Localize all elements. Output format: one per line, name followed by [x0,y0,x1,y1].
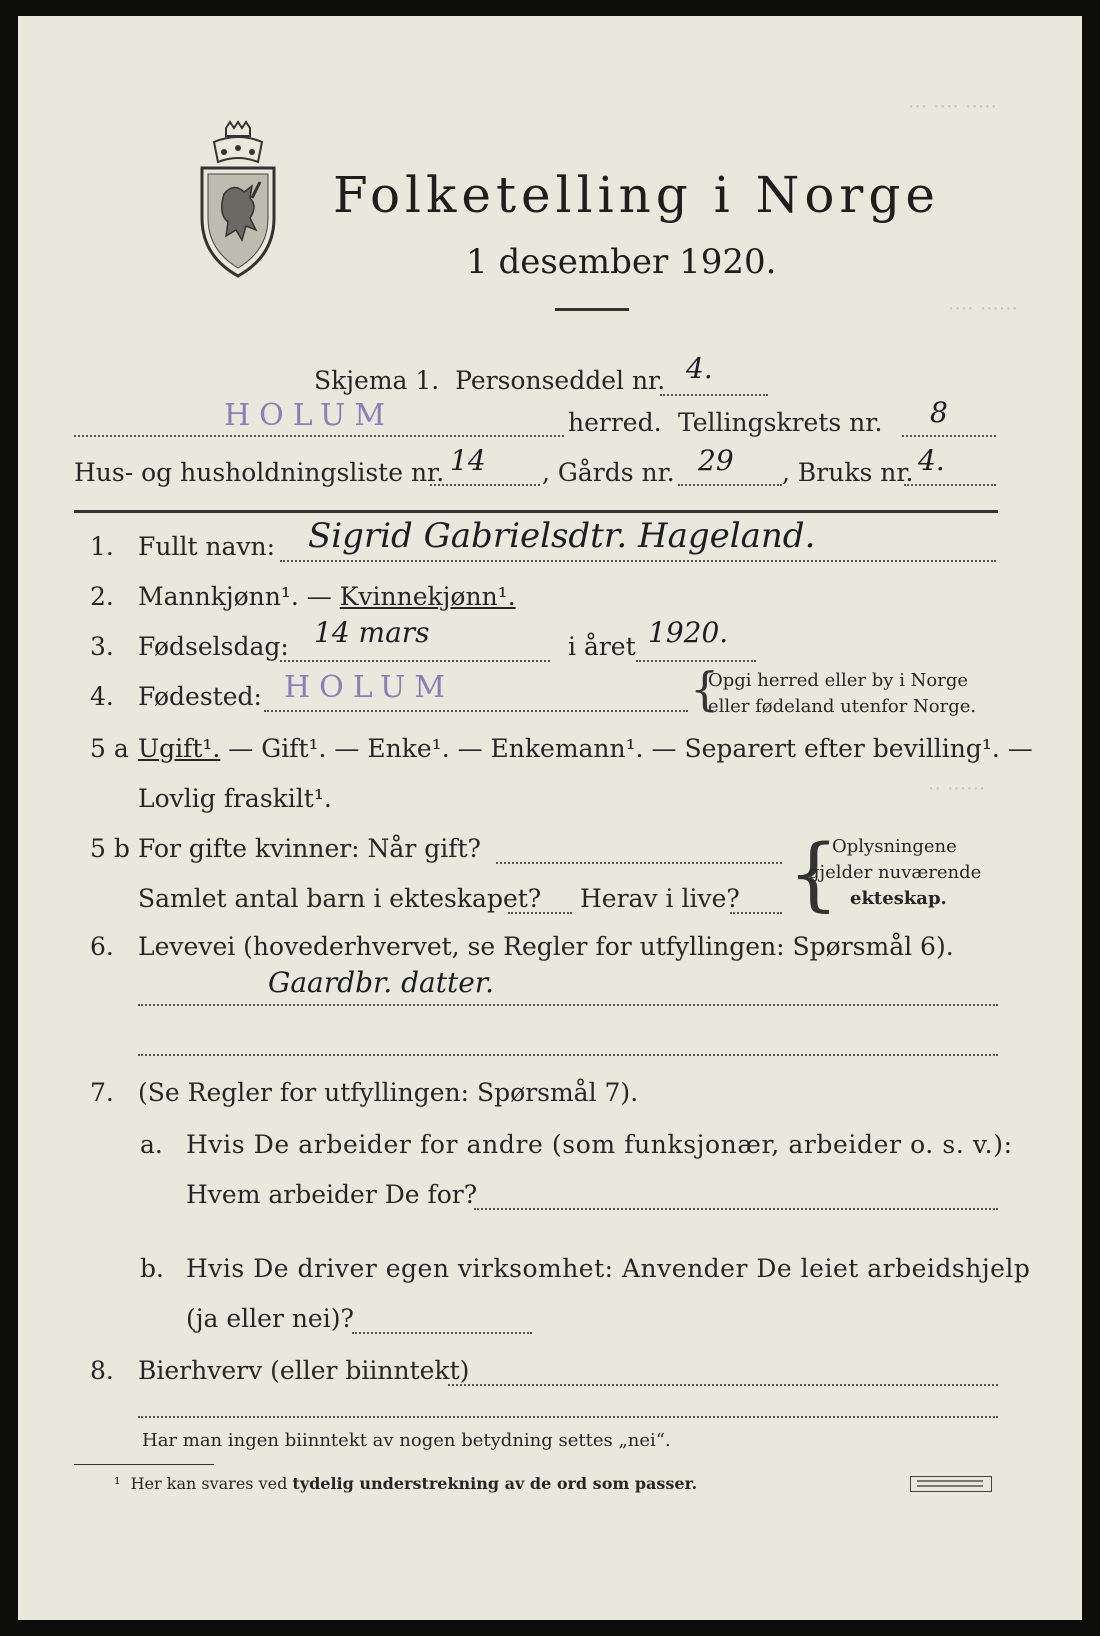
occupation-value[interactable]: Gaardbr. datter. [268,966,494,999]
tellingskrets-label: Tellingskrets nr. [678,408,883,437]
q8-line1 [448,1384,998,1386]
husliste-line [430,484,540,486]
q2-options [138,582,516,611]
skjema-label [314,366,665,395]
footnote-text-b: tydelig understrekning av de ord som passer. [292,1474,698,1493]
bleed-through-text: ···· ······ [948,296,1018,320]
coat-of-arms-icon [188,120,288,280]
q1-line [280,560,996,562]
herred-label: herred. [568,408,662,437]
gards-line [678,484,782,486]
bleed-through-text: ··· ···· ····· [908,94,998,118]
biinntekt-note: Har man ingen biinntekt av nogen betydning settes „nei“. [142,1430,671,1451]
tellingskrets-line [902,435,996,437]
footnote-mark: ¹ [114,1474,121,1493]
q5a-options [138,734,1033,763]
husliste-label: Hus- og husholdningsliste nr. [74,458,445,487]
skjema-number: 1. [415,366,440,395]
q7b-line2: (ja eller nei)? [186,1304,354,1333]
bruks-line [904,484,996,486]
herred-line [74,435,564,437]
q7b-letter: b. [140,1254,164,1283]
form-date: 1 desember 1920. [466,242,777,282]
q1-number: 1. [90,532,114,561]
printer-mark-icon [910,1476,992,1492]
q7-label: (Se Regler for utfyllingen: Spørsmål 7). [138,1078,639,1107]
q5b-brace: { [788,827,839,920]
barn-line [508,912,572,914]
q2-number: 2. [90,582,114,611]
q5a-number: 5 a [90,734,129,763]
q6-number: 6. [90,932,114,961]
birth-year-value[interactable]: 1920. [648,616,729,649]
form-title: Folketelling i Norge [333,166,940,224]
q7-number: 7. [90,1078,114,1107]
q7a-line2: Hvem arbeider De for? [186,1180,478,1209]
q4-note-line2: eller fødeland utenfor Norge. [708,696,977,717]
q3-line [280,660,550,662]
husliste-value[interactable]: 14 [450,444,486,477]
q7a-line1: Hvis De arbeider for andre (som funksjonær, arbeider o. s. v.): [186,1130,1013,1159]
skjema-label-text: Skjema [314,366,408,395]
bruks-label: , Bruks nr. [782,458,914,487]
herred-stamp[interactable]: HOLUM [224,398,395,433]
q5b-barn-label: Samlet antal barn i ekteskapet? [138,884,542,913]
q8-line2 [138,1416,998,1418]
q5b-note-line3: ekteskap. [850,888,947,909]
bruks-value[interactable]: 4. [918,444,945,477]
gards-value[interactable]: 29 [698,444,734,477]
q7a-line [474,1208,998,1210]
naar-gift-line [496,862,782,864]
q4-number: 4. [90,682,114,711]
q2-dash: — [306,582,332,611]
birthplace-stamp[interactable]: HOLUM [284,670,455,705]
personseddel-label: Personseddel nr. [455,366,666,395]
census-form [18,16,1082,1620]
q4-note-line1: Opgi herred eller by i Norge [708,670,969,691]
footnote-text-a: Her kan svares ved [130,1474,288,1493]
kvinnekjonn-option[interactable]: Kvinnekjønn¹. [339,582,516,611]
q8-label: Bierhverv (eller biinntekt) [138,1356,470,1385]
q3-label: Fødselsdag: [138,632,289,661]
herav-line [730,912,782,914]
q5b-number: 5 b [90,834,130,863]
q6-line1 [138,1004,998,1006]
q7b-line [352,1332,532,1334]
gards-label: , Gårds nr. [542,458,675,487]
q3-number: 3. [90,632,114,661]
footnote-rule [74,1464,214,1465]
footnote [114,1474,697,1493]
q7b-line1: Hvis De driver egen virksomhet: Anvender De leiet arbeidshjelp [186,1254,1031,1283]
q4-label: Fødested: [138,682,262,711]
q5b-note-line1: Oplysningene [832,836,957,857]
q1-full-name[interactable]: Sigrid Gabrielsdtr. Hageland. [308,516,816,556]
personseddel-value[interactable]: 4. [686,352,713,385]
q5b-note-line2: gjelder nuværende [808,862,982,883]
lovlig-fraskilt-option[interactable]: Lovlig fraskilt¹. [138,784,332,813]
bleed-through-text: ·· ······ [928,776,986,800]
tellingskrets-value[interactable]: 8 [930,396,948,429]
q4-brace: { [690,662,720,716]
ugift-option[interactable]: Ugift¹. [138,734,221,763]
personseddel-line [660,394,768,396]
aaret-label: i året [568,632,636,661]
q5a-other-options[interactable]: — Gift¹. — Enke¹. — Enkemann¹. — Separert efter bevilling¹. — [228,734,1033,763]
q5b-herav-label: Herav i live? [580,884,740,913]
q4-line [264,710,688,712]
title-divider [555,308,629,311]
q7a-letter: a. [140,1130,163,1159]
mannkjonn-option[interactable]: Mannkjønn¹. [138,582,299,611]
birth-date-value[interactable]: 14 mars [314,616,430,649]
header-rule [74,510,998,513]
q6-label: Levevei (hovederhvervet, se Regler for utfyllingen: Spørsmål 6). [138,932,954,961]
q8-number: 8. [90,1356,114,1385]
q5b-line1: For gifte kvinner: Når gift? [138,834,481,863]
q1-label: Fullt navn: [138,532,276,561]
q6-line2 [138,1054,998,1056]
